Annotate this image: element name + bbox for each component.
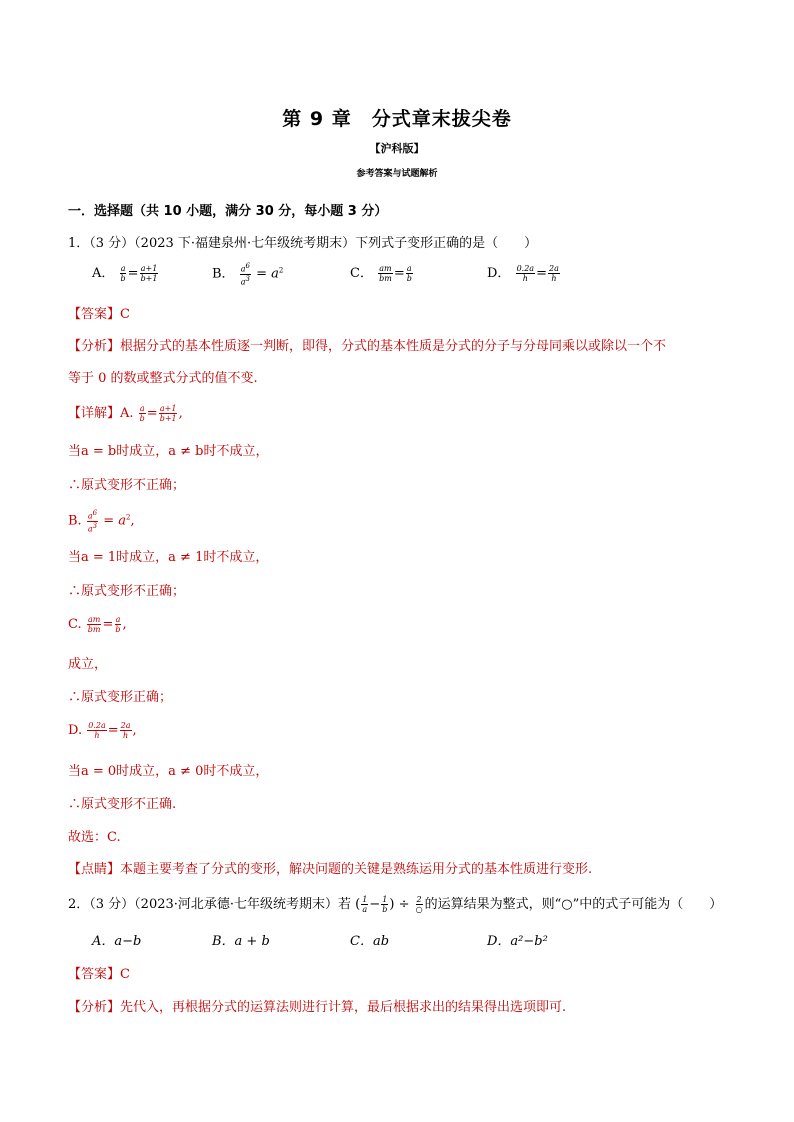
q1-detail-label: 【详解】A. [68,406,134,421]
q1-detail-d: D. $\frac{0.2a}{h}$ = $\frac{2a}{h}$ , [68,721,137,740]
q1-option-a: A． $\frac{a}{b}$ = $\frac{a+1}{b+1}$ [92,264,158,283]
q1-detail-b-label: B. [68,513,82,529]
section-heading: 一．选择题（共 10 小题，满分 30 分，每小题 3 分） [68,204,388,219]
q1-option-b: B． $\frac{a^6}{a^3}$ = $a^2$ [212,262,284,287]
q1-detail-c: C. $\frac{am}{bm}$ = $\frac{a}{b}$ , [68,615,127,634]
q1-d-condition: 当a = 0时成立，a ≠ 0时不成立， [68,764,269,779]
q2-answer: 【答案】C [68,967,130,982]
q1-a-conclusion: ∴原式变形不正确； [68,478,186,493]
q1-option-a-label: A． [92,266,115,281]
q1-b-conclusion: ∴原式变形不正确； [68,584,186,599]
q1-option-d: D． $\frac{0.2a}{h}$ = $\frac{2a}{h}$ [487,264,559,283]
q1-option-c-label: C． [350,266,373,281]
q1-option-c: C． $\frac{am}{bm}$ = $\frac{a}{b}$ [350,264,412,283]
q1-comment: 【点睛】本题主要考查了分式的变形，解决问题的关键是熟练运用分式的基本性质进行变形. [68,862,593,877]
q2-option-a: A．a−b [92,934,142,949]
q1-detail-a: 【详解】A. $\frac{a}{b}$ = $\frac{a+1}{b+1}$ , [68,404,183,423]
page-subtitle: 参考答案与试题解析 [356,169,438,179]
q2-option-c: C．ab [350,934,390,949]
q1-answer: 【答案】C [68,307,130,322]
q2-option-b: B．a + b [212,934,270,949]
q1-analysis-line1: 【分析】根据分式的基本性质逐一判断，即得，分式的基本性质是分式的分子与分母同乘以或除以一个不 [68,339,667,354]
q1-choice: 故选：C. [68,830,121,845]
q1-detail-c-label: C. [68,617,82,632]
q1-c-condition: 成立， [68,657,108,672]
q1-stem: 1．（3 分）（2023 下·福建泉州·七年级统考期末）下列式子变形正确的是（ ） [68,236,538,251]
q1-option-d-label: D． [487,266,511,281]
q1-analysis-line2: 等于 0 的数或整式分式的值不变. [68,371,258,386]
q1-detail-d-label: D. [68,723,83,738]
q1-detail-b: B. $\frac{a^6}{a^3}$ = $a^2$, [68,509,135,534]
q1-c-conclusion: ∴原式变形正确； [68,690,173,705]
q2-stem-pre: 2．（3 分）（2023·河北承德·七年级统考期末）若 [68,897,352,912]
q1-a-condition: 当a = b时成立，a ≠ b时不成立， [68,444,269,459]
q2-stem: 2．（3 分）（2023·河北承德·七年级统考期末）若 ( $\frac{1}{a}$ − $\frac{1}{b}$ ) ÷ $\frac{2}{○}$ 的运算结果为整式，则“○”中的式子可能为（ ） [68,895,723,914]
q2-option-d: D．a²−b² [487,934,548,949]
q1-b-condition: 当a = 1时成立，a ≠ 1时不成立， [68,550,269,565]
q1-d-conclusion: ∴原式变形不正确. [68,797,177,812]
page-title: 第 9 章 分式章末拔尖卷 [282,108,512,130]
q1-option-b-label: B． [212,266,235,282]
q2-analysis: 【分析】先代入，再根据分式的运算法则进行计算，最后根据求出的结果得出选项即可. [68,1000,567,1015]
q2-stem-post: 的运算结果为整式，则“○”中的式子可能为（ ） [424,897,723,912]
edition-label: 【沪科版】 [369,142,425,155]
